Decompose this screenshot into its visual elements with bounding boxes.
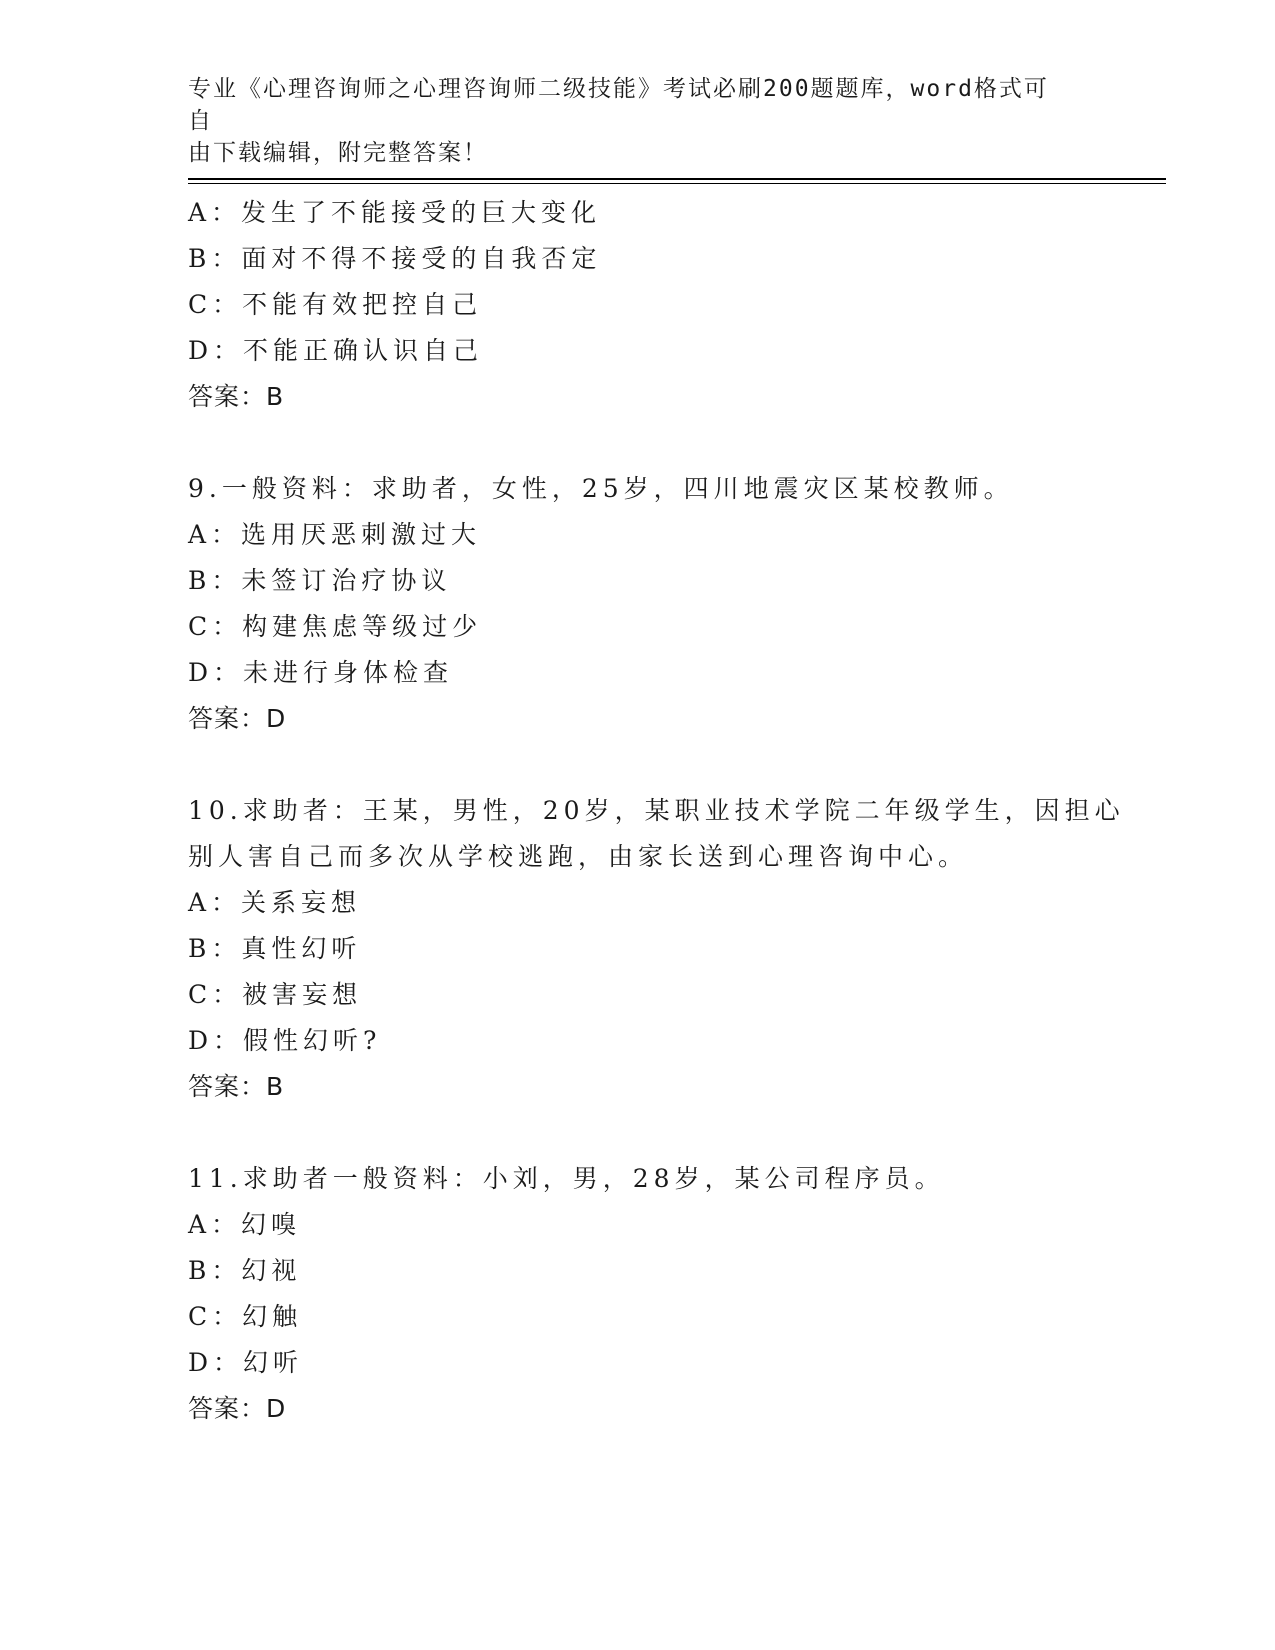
option-d: D：假性幻听? — [188, 1026, 382, 1055]
option-d: D：未进行身体检查 — [188, 658, 454, 687]
answer: 答案：D — [188, 1394, 287, 1423]
header-divider-thick — [188, 178, 1166, 180]
question-stem: 11.求助者一般资料：小刘，男，28岁，某公司程序员。 — [188, 1164, 945, 1193]
option-d: D：不能正确认识自己 — [188, 336, 484, 365]
question-8 — [188, 190, 1088, 420]
option-d: D：幻听 — [188, 1348, 304, 1377]
option-b: B：未签订治疗协议 — [188, 566, 452, 595]
document-body — [188, 190, 1125, 1432]
header-divider-thin — [188, 183, 1166, 184]
option-a: A：选用厌恶刺激过大 — [188, 520, 482, 549]
question-10 — [188, 788, 1125, 1110]
header-line-2: 由下载编辑，附完整答案！ — [188, 140, 488, 166]
option-a: A：关系妄想 — [188, 888, 362, 917]
answer: 答案：B — [188, 1072, 285, 1101]
answer: 答案：B — [188, 382, 285, 411]
answer: 答案：D — [188, 704, 287, 733]
option-b: B：真性幻听 — [188, 934, 362, 963]
question-9 — [188, 466, 1088, 742]
question-stem-line-1: 10.求助者：王某，男性，20岁，某职业技术学院二年级学生，因担心 — [188, 796, 1125, 825]
option-c: C：构建焦虑等级过少 — [188, 612, 483, 641]
option-a: A：幻嗅 — [188, 1210, 302, 1239]
document-header — [188, 73, 1068, 169]
option-c: C：不能有效把控自己 — [188, 290, 483, 319]
option-b: B：面对不得不接受的自我否定 — [188, 244, 602, 273]
question-11 — [188, 1156, 1088, 1432]
option-c: C：幻触 — [188, 1302, 303, 1331]
option-b: B：幻视 — [188, 1256, 302, 1285]
option-a: A：发生了不能接受的巨大变化 — [188, 198, 602, 227]
question-stem-line-2: 别人害自己而多次从学校逃跑，由家长送到心理咨询中心。 — [188, 842, 969, 871]
option-c: C：被害妄想 — [188, 980, 363, 1009]
question-stem: 9.一般资料：求助者，女性，25岁，四川地震灾区某校教师。 — [188, 474, 1014, 503]
header-line-1: 专业《心理咨询师之心理咨询师二级技能》考试必刷200题题库，word格式可自 — [188, 76, 1049, 134]
